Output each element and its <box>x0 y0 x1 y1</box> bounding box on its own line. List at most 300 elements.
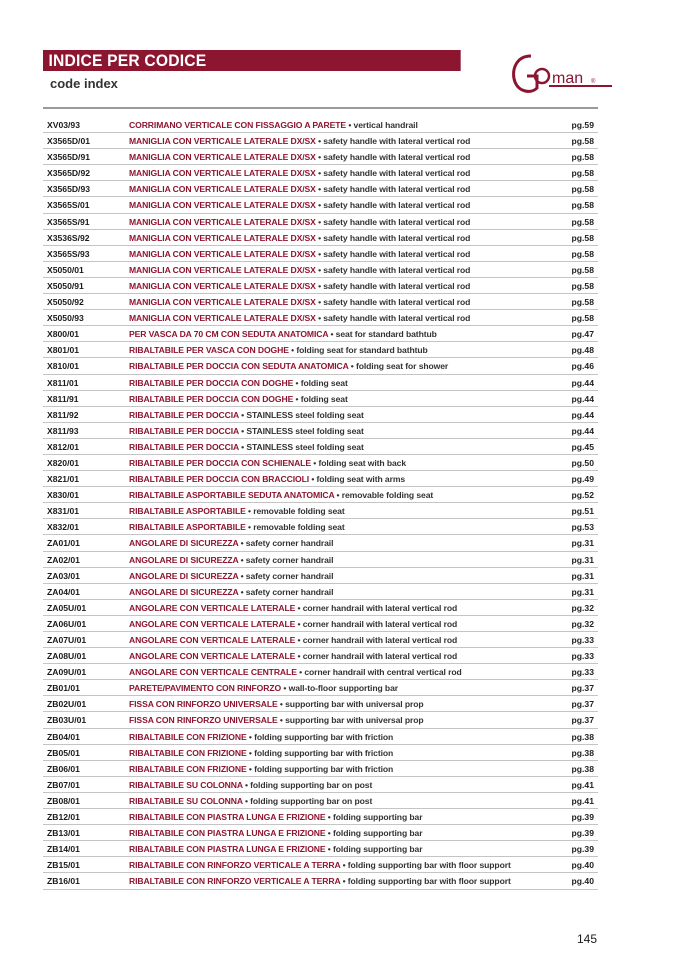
page-reference: pg.39 <box>571 844 594 855</box>
description-italian: MANIGLIA CON VERTICALE LATERALE DX/SX <box>129 184 316 195</box>
bullet-separator: • <box>246 747 255 758</box>
table-row <box>43 568 598 584</box>
table-row <box>43 696 598 712</box>
product-code: XV03/93 <box>47 120 80 130</box>
table-row <box>43 471 598 487</box>
page-title: INDICE PER CODICE <box>43 50 461 71</box>
description-italian: RIBALTABILE CON FRIZIONE <box>129 763 247 774</box>
bullet-separator: • <box>309 474 317 485</box>
page-reference: pg.38 <box>571 731 594 742</box>
page-reference: pg.58 <box>571 184 594 195</box>
page-reference: pg.39 <box>571 828 594 839</box>
product-description <box>129 265 470 275</box>
description-italian: ANGOLARE DI SICUREZZA <box>129 586 239 597</box>
product-description <box>129 635 457 645</box>
product-code: X3565S/91 <box>47 216 90 227</box>
table-row <box>43 777 598 793</box>
description-italian: ANGOLARE DI SICUREZZA <box>129 538 239 549</box>
product-code: ZA09U/01 <box>47 667 87 678</box>
page-reference: pg.44 <box>571 393 594 404</box>
page-reference: pg.44 <box>571 425 594 436</box>
description-italian: MANIGLIA CON VERTICALE LATERALE DX/SX <box>129 136 316 147</box>
table-row <box>43 616 598 632</box>
page-reference: pg.58 <box>571 297 594 308</box>
table-row <box>43 149 598 165</box>
bullet-separator: • <box>328 329 336 340</box>
description-italian: RIBALTABILE PER DOCCIA CON BRACCIOLI <box>129 474 310 485</box>
product-description <box>129 394 348 404</box>
table-row <box>43 294 598 310</box>
description-italian: RIBALTABILE CON FRIZIONE <box>129 747 247 758</box>
product-description <box>129 748 393 758</box>
table-row <box>43 535 598 551</box>
description-italian: RIBALTABILE PER DOCCIA CON SCHIENALE <box>129 457 311 468</box>
page-reference: pg.58 <box>571 264 594 275</box>
description-italian: ANGOLARE DI SICUREZZA <box>129 570 239 581</box>
product-code: X811/91 <box>47 393 79 404</box>
page-reference: pg.58 <box>571 168 594 179</box>
description-italian: MANIGLIA CON VERTICALE LATERALE DX/SX <box>129 216 316 227</box>
product-code: X3565D/01 <box>47 136 91 147</box>
bullet-separator: • <box>325 828 333 839</box>
table-row <box>43 745 598 761</box>
bullet-separator: • <box>295 602 303 613</box>
description-italian: MANIGLIA CON VERTICALE LATERALE DX/SX <box>129 248 316 259</box>
description-english: vertical handrail <box>353 120 418 130</box>
product-code: ZA06U/01 <box>47 618 87 629</box>
description-english: safety handle with lateral vertical rod <box>323 152 471 163</box>
product-code: ZB06/01 <box>47 763 80 774</box>
product-code: ZA08U/01 <box>47 651 87 662</box>
table-row <box>43 214 598 230</box>
table-row <box>43 841 598 857</box>
description-italian: MANIGLIA CON VERTICALE LATERALE DX/SX <box>129 264 316 275</box>
product-code: ZB01/01 <box>47 683 80 694</box>
description-english: folding seat <box>300 393 348 404</box>
table-row <box>43 519 598 535</box>
description-english: folding seat for standard bathtub <box>296 345 428 356</box>
bullet-separator: • <box>293 377 301 388</box>
description-english: safety handle with lateral vertical rod <box>323 168 471 179</box>
description-italian: MANIGLIA CON VERTICALE LATERALE DX/SX <box>129 297 316 308</box>
bullet-separator: • <box>315 232 324 243</box>
product-description <box>129 683 398 693</box>
product-description <box>129 506 345 516</box>
description-italian: ANGOLARE CON VERTICALE LATERALE <box>129 651 296 662</box>
bullet-separator: • <box>346 120 354 130</box>
description-english: STAINLESS steel folding seat <box>246 409 364 420</box>
table-row <box>43 246 598 262</box>
page-reference: pg.58 <box>571 248 594 259</box>
page-subtitle: code index <box>50 76 118 91</box>
bullet-separator: • <box>295 635 303 645</box>
page-reference: pg.32 <box>571 602 594 613</box>
product-description <box>129 233 470 243</box>
page-number: 145 <box>576 932 597 946</box>
description-english: safety handle with lateral vertical rod <box>323 184 471 195</box>
bullet-separator: • <box>245 522 254 533</box>
product-description <box>129 152 470 162</box>
description-italian: ANGOLARE CON VERTICALE LATERALE <box>129 618 296 629</box>
product-code: X811/93 <box>47 425 79 436</box>
description-english: folding seat with back <box>318 457 407 468</box>
product-description <box>129 474 405 484</box>
product-description <box>129 281 470 291</box>
bullet-separator: • <box>325 844 333 855</box>
product-description <box>129 361 448 371</box>
bullet-separator: • <box>277 715 286 726</box>
description-english: removable folding seat <box>341 490 434 501</box>
description-english: corner handrail with lateral vertical rod <box>302 618 458 629</box>
description-italian: RIBALTABILE ASPORTABILE SEDUTA ANATOMICA <box>129 490 335 501</box>
product-code: ZB07/01 <box>47 779 80 790</box>
page-reference: pg.31 <box>571 554 594 565</box>
description-english: corner handrail with lateral vertical rod <box>302 635 458 645</box>
product-code: X812/01 <box>47 441 80 452</box>
product-code: ZB02U/01 <box>47 699 87 710</box>
description-italian: MANIGLIA CON VERTICALE LATERALE DX/SX <box>129 232 316 243</box>
table-row <box>43 197 598 213</box>
description-italian: RIBALTABILE CON FRIZIONE <box>129 731 247 742</box>
product-description <box>129 812 422 822</box>
bullet-separator: • <box>238 554 246 565</box>
table-row <box>43 600 598 616</box>
description-english: safety handle with lateral vertical rod <box>323 232 471 243</box>
page-reference: pg.58 <box>571 200 594 211</box>
description-english: safety handle with lateral vertical rod <box>323 248 471 259</box>
product-description <box>129 442 364 452</box>
description-english: folding supporting bar <box>333 844 423 855</box>
description-italian: RIBALTABILE ASPORTABILE <box>129 522 246 533</box>
description-english: folding supporting bar with floor support <box>347 860 511 871</box>
product-code: ZA01/01 <box>47 538 80 549</box>
product-description <box>129 120 418 130</box>
table-row <box>43 375 598 391</box>
product-description <box>129 490 433 500</box>
bullet-separator: • <box>325 812 333 823</box>
description-italian: FISSA CON RINFORZO UNIVERSALE <box>129 699 278 710</box>
description-italian: ANGOLARE DI SICUREZZA <box>129 554 239 565</box>
page-reference: pg.58 <box>571 232 594 243</box>
page-reference: pg.32 <box>571 618 594 629</box>
product-code: ZB04/01 <box>47 731 80 742</box>
description-italian: RIBALTABILE PER DOCCIA <box>129 441 239 452</box>
page-reference: pg.58 <box>571 313 594 324</box>
bullet-separator: • <box>334 490 342 501</box>
description-english: corner handrail with lateral vertical rod <box>302 602 458 613</box>
bullet-separator: • <box>238 409 247 420</box>
page-reference: pg.38 <box>571 763 594 774</box>
bullet-separator: • <box>246 731 255 742</box>
description-english: seat for standard bathtub <box>335 329 437 340</box>
product-description <box>129 571 333 581</box>
table-row <box>43 632 598 648</box>
bullet-separator: • <box>245 506 254 517</box>
description-english: folding supporting bar on post <box>250 779 373 790</box>
bullet-separator: • <box>288 345 297 356</box>
description-italian: RIBALTABILE SU COLONNA <box>129 779 243 790</box>
description-italian: RIBALTABILE CON PIASTRA LUNGA E FRIZIONE <box>129 812 326 823</box>
description-italian: RIBALTABILE PER DOCCIA CON SEDUTA ANATOMICA <box>129 361 349 372</box>
description-english: folding seat with arms <box>316 474 406 485</box>
page-reference: pg.33 <box>571 667 594 678</box>
product-code: ZA05U/01 <box>47 602 87 613</box>
product-code: X3565S/93 <box>47 248 90 259</box>
product-description <box>129 200 470 210</box>
product-code: ZB16/01 <box>47 876 80 887</box>
table-row <box>43 552 598 568</box>
description-italian: PARETE/PAVIMENTO CON RINFORZO <box>129 683 282 694</box>
table-row <box>43 648 598 664</box>
bullet-separator: • <box>348 361 356 372</box>
description-english: safety handle with lateral vertical rod <box>323 216 471 227</box>
description-english: removable folding seat <box>253 506 345 517</box>
description-english: safety handle with lateral vertical rod <box>323 297 471 308</box>
product-description <box>129 555 333 565</box>
description-italian: FISSA CON RINFORZO UNIVERSALE <box>129 715 278 726</box>
description-italian: RIBALTABILE CON PIASTRA LUNGA E FRIZIONE <box>129 828 326 839</box>
description-english: safety corner handrail <box>245 586 334 597</box>
product-description <box>129 217 470 227</box>
page-reference: pg.38 <box>571 747 594 758</box>
page-reference: pg.31 <box>571 570 594 581</box>
page-reference: pg.33 <box>571 651 594 662</box>
product-description <box>129 168 470 178</box>
product-code: X811/92 <box>47 409 79 420</box>
description-italian: ANGOLARE CON VERTICALE CENTRALE <box>129 667 297 678</box>
description-english: safety corner handrail <box>245 554 334 565</box>
product-description <box>129 136 470 146</box>
product-description <box>129 619 457 629</box>
bullet-separator: • <box>246 763 255 774</box>
product-description <box>129 426 364 436</box>
product-code: X810/01 <box>47 361 80 372</box>
table-row <box>43 712 598 728</box>
table-row <box>43 358 598 374</box>
bullet-separator: • <box>315 168 324 179</box>
description-italian: RIBALTABILE CON PIASTRA LUNGA E FRIZIONE <box>129 844 326 855</box>
description-italian: RIBALTABILE PER VASCA CON DOGHE <box>129 345 289 356</box>
product-description <box>129 764 393 774</box>
description-italian: RIBALTABILE PER DOCCIA CON DOGHE <box>129 393 294 404</box>
product-description <box>129 732 393 742</box>
product-code: ZA07U/01 <box>47 635 87 645</box>
description-english: safety corner handrail <box>245 538 334 549</box>
description-english: safety handle with lateral vertical rod <box>323 136 471 147</box>
description-italian: RIBALTABILE PER DOCCIA <box>129 409 239 420</box>
description-english: corner handrail with central vertical rod <box>304 667 462 678</box>
description-english: STAINLESS steel folding seat <box>246 441 364 452</box>
product-code: X801/01 <box>47 345 80 356</box>
page-reference: pg.49 <box>571 474 594 485</box>
product-code: X5050/92 <box>47 297 84 308</box>
page-reference: pg.37 <box>571 683 594 694</box>
product-description <box>129 667 462 677</box>
description-english: safety corner handrail <box>245 570 334 581</box>
page-reference: pg.44 <box>571 409 594 420</box>
page-reference: pg.33 <box>571 635 594 645</box>
product-description <box>129 329 437 339</box>
page-reference: pg.41 <box>571 795 594 806</box>
product-code: ZA03/01 <box>47 570 80 581</box>
table-row <box>43 680 598 696</box>
table-row <box>43 439 598 455</box>
product-description <box>129 458 406 468</box>
product-description <box>129 184 470 194</box>
bullet-separator: • <box>293 393 301 404</box>
table-row <box>43 262 598 278</box>
product-code: X3565S/01 <box>47 200 90 211</box>
bullet-separator: • <box>315 313 324 324</box>
product-description <box>129 313 470 323</box>
product-code: ZB15/01 <box>47 860 80 871</box>
page-reference: pg.59 <box>571 120 594 130</box>
table-row <box>43 133 598 149</box>
product-code: X3565D/91 <box>47 152 91 163</box>
table-row <box>43 278 598 294</box>
table-row <box>43 487 598 503</box>
page-reference: pg.53 <box>571 522 594 533</box>
bullet-separator: • <box>315 297 324 308</box>
page-reference: pg.58 <box>571 216 594 227</box>
description-english: STAINLESS steel folding seat <box>246 425 364 436</box>
table-row <box>43 230 598 246</box>
product-code: X830/01 <box>47 490 80 501</box>
description-english: folding supporting bar with floor support <box>347 876 511 887</box>
description-italian: MANIGLIA CON VERTICALE LATERALE DX/SX <box>129 280 316 291</box>
product-description <box>129 876 511 886</box>
description-english: corner handrail with lateral vertical rod <box>302 651 458 662</box>
product-description <box>129 828 422 838</box>
bullet-separator: • <box>238 586 246 597</box>
bullet-separator: • <box>238 441 247 452</box>
description-english: supporting bar with universal prop <box>285 699 424 710</box>
product-code: X5050/01 <box>47 264 84 275</box>
product-description <box>129 378 348 388</box>
description-italian: MANIGLIA CON VERTICALE LATERALE DX/SX <box>129 313 316 324</box>
description-italian: RIBALTABILE PER DOCCIA CON DOGHE <box>129 377 294 388</box>
description-english: removable folding seat <box>253 522 345 533</box>
description-english: folding supporting bar <box>333 828 423 839</box>
product-code: ZA04/01 <box>47 586 80 597</box>
product-code: X800/01 <box>47 329 80 340</box>
product-code: X3536S/92 <box>47 232 90 243</box>
product-code: X821/01 <box>47 474 80 485</box>
description-italian: MANIGLIA CON VERTICALE LATERALE DX/SX <box>129 168 316 179</box>
description-english: folding supporting bar with friction <box>254 763 394 774</box>
logo-registered-mark: ® <box>591 79 596 85</box>
table-row <box>43 326 598 342</box>
table-row <box>43 423 598 439</box>
bullet-separator: • <box>310 457 319 468</box>
table-row <box>43 761 598 777</box>
page-reference: pg.44 <box>571 377 594 388</box>
product-code: X811/01 <box>47 377 79 388</box>
product-code: X3565D/92 <box>47 168 91 179</box>
page-reference: pg.31 <box>571 586 594 597</box>
code-index-table <box>43 117 598 890</box>
header-divider <box>43 107 598 109</box>
product-description <box>129 587 333 597</box>
product-code: X832/01 <box>47 522 80 533</box>
bullet-separator: • <box>242 779 251 790</box>
product-description <box>129 780 372 790</box>
product-description <box>129 522 345 532</box>
product-description <box>129 844 422 854</box>
bullet-separator: • <box>295 618 303 629</box>
table-row <box>43 391 598 407</box>
product-description <box>129 345 428 355</box>
description-italian: ANGOLARE CON VERTICALE LATERALE <box>129 602 296 613</box>
bullet-separator: • <box>295 651 303 662</box>
description-italian: MANIGLIA CON VERTICALE LATERALE DX/SX <box>129 200 316 211</box>
bullet-separator: • <box>238 538 246 549</box>
product-description <box>129 796 372 806</box>
description-english: safety handle with lateral vertical rod <box>323 200 471 211</box>
table-row <box>43 455 598 471</box>
product-code: X820/01 <box>47 457 80 468</box>
table-row <box>43 584 598 600</box>
logo-text-man: man <box>552 70 584 87</box>
product-code: X831/01 <box>47 506 80 517</box>
description-italian: RIBALTABILE ASPORTABILE <box>129 506 246 517</box>
product-description <box>129 410 364 420</box>
description-english: folding seat <box>300 377 348 388</box>
bullet-separator: • <box>315 152 324 163</box>
description-italian: RIBALTABILE SU COLONNA <box>129 795 243 806</box>
page-reference: pg.37 <box>571 715 594 726</box>
description-english: safety handle with lateral vertical rod <box>323 264 471 275</box>
page-reference: pg.47 <box>571 329 594 340</box>
page-reference: pg.58 <box>571 280 594 291</box>
product-code: ZB14/01 <box>47 844 80 855</box>
bullet-separator: • <box>315 184 324 195</box>
description-english: folding supporting bar <box>333 812 423 823</box>
description-english: wall-to-floor supporting bar <box>288 683 398 694</box>
description-english: safety handle with lateral vertical rod <box>323 313 471 324</box>
page-reference: pg.40 <box>571 860 594 871</box>
description-english: folding supporting bar on post <box>250 795 373 806</box>
page-reference: pg.45 <box>571 441 594 452</box>
table-row <box>43 729 598 745</box>
table-row <box>43 503 598 519</box>
table-row <box>43 342 598 358</box>
product-code: ZB13/01 <box>47 828 80 839</box>
page-reference: pg.41 <box>571 779 594 790</box>
description-italian: RIBALTABILE CON RINFORZO VERTICALE A TERRA <box>129 876 341 887</box>
product-description <box>129 603 457 613</box>
table-row <box>43 664 598 680</box>
page-reference: pg.46 <box>571 361 594 372</box>
bullet-separator: • <box>315 264 324 275</box>
page-reference: pg.52 <box>571 490 594 501</box>
description-italian: PER VASCA DA 70 CM CON SEDUTA ANATOMICA <box>129 329 329 340</box>
description-english: safety handle with lateral vertical rod <box>323 280 471 291</box>
table-row <box>43 825 598 841</box>
bullet-separator: • <box>315 248 324 259</box>
bullet-separator: • <box>242 795 251 806</box>
table-row <box>43 809 598 825</box>
bullet-separator: • <box>315 136 324 147</box>
description-italian: ANGOLARE CON VERTICALE LATERALE <box>129 635 296 645</box>
description-italian: RIBALTABILE CON RINFORZO VERTICALE A TERRA <box>129 860 341 871</box>
description-italian: MANIGLIA CON VERTICALE LATERALE DX/SX <box>129 152 316 163</box>
product-description <box>129 249 470 259</box>
page-reference: pg.58 <box>571 136 594 147</box>
table-row <box>43 857 598 873</box>
page-reference: pg.39 <box>571 812 594 823</box>
page-reference: pg.37 <box>571 699 594 710</box>
